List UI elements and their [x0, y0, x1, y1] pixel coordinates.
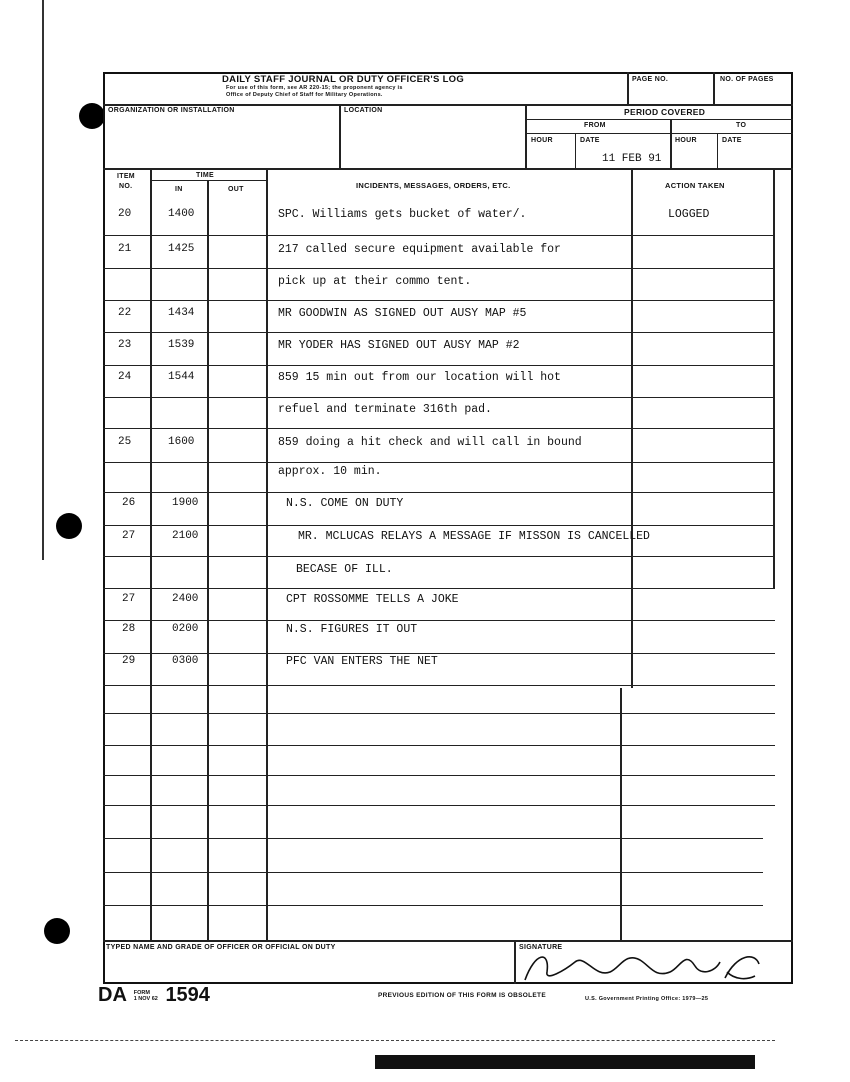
col-time-label: TIME	[196, 172, 214, 179]
row-rule	[103, 268, 775, 269]
row-rule	[103, 805, 775, 806]
form-label: FORM	[133, 989, 150, 996]
row-rule	[103, 556, 775, 557]
item-number: 28	[122, 623, 136, 635]
log-row	[0, 275, 850, 295]
row-rule	[103, 492, 775, 493]
time-in: 1425	[168, 243, 195, 255]
binder-hole	[44, 918, 70, 944]
row-rule	[103, 365, 775, 366]
form-date: 1 NOV 62	[133, 995, 158, 1002]
incident-text: MR YODER HAS SIGNED OUT AUSY MAP #2	[278, 339, 520, 352]
from-hour-label: HOUR	[531, 137, 553, 144]
row-rule	[103, 905, 763, 906]
row-rule	[103, 838, 763, 839]
time-in: 1539	[168, 339, 195, 351]
log-row	[0, 436, 850, 456]
incident-text: CPT ROSSOMME TELLS A JOKE	[286, 593, 459, 606]
log-row	[0, 623, 850, 643]
incident-text: 859 15 min out from our location will hot	[278, 371, 561, 384]
log-row	[0, 465, 850, 485]
gpo-note: U.S. Government Printing Office: 1979—25	[585, 996, 709, 1002]
row-rule	[103, 872, 763, 873]
row-rule	[103, 653, 775, 654]
incident-text: approx. 10 min.	[278, 465, 382, 478]
col-out-label: OUT	[228, 186, 244, 193]
log-row	[0, 339, 850, 359]
incident-text: PFC VAN ENTERS THE NET	[286, 655, 438, 668]
log-row	[0, 243, 850, 263]
row-rule	[103, 462, 775, 463]
no-of-pages-label: NO. OF PAGES	[720, 76, 774, 83]
item-number: 27	[122, 530, 136, 542]
item-number: 25	[118, 436, 132, 448]
signature-label: SIGNATURE	[519, 944, 563, 951]
org-label: ORGANIZATION OR INSTALLATION	[108, 107, 235, 114]
row-rule	[103, 332, 775, 333]
row-rule	[103, 300, 775, 301]
log-row	[0, 371, 850, 391]
row-rule	[103, 685, 775, 686]
col-in-label: IN	[175, 186, 183, 193]
time-in: 1600	[168, 436, 195, 448]
log-row	[0, 593, 850, 613]
previous-edition-note: PREVIOUS EDITION OF THIS FORM IS OBSOLETE	[378, 992, 546, 999]
row-rule	[103, 428, 775, 429]
binder-hole	[79, 103, 105, 129]
item-number: 24	[118, 371, 132, 383]
time-in: 1900	[172, 497, 199, 509]
typed-name-label: TYPED NAME AND GRADE OF OFFICER OR OFFICIAL ON DUTY	[106, 944, 336, 951]
row-rule	[103, 775, 775, 776]
incident-text: pick up at their commo tent.	[278, 275, 472, 288]
item-number: 26	[122, 497, 136, 509]
item-number: 29	[122, 655, 136, 667]
incident-text: SPC. Williams gets bucket of water/.	[278, 208, 527, 221]
time-in: 1400	[168, 208, 195, 220]
page-no-label: PAGE NO.	[632, 76, 669, 83]
item-number: 20	[118, 208, 132, 220]
log-row	[0, 208, 850, 228]
to-hour-label: HOUR	[675, 137, 697, 144]
log-row	[0, 497, 850, 517]
row-rule	[103, 713, 775, 714]
incident-text: N.S. COME ON DUTY	[286, 497, 404, 510]
time-in: 0300	[172, 655, 199, 667]
row-rule	[103, 235, 775, 236]
incident-text: BECASE OF ILL.	[296, 563, 393, 576]
from-label: FROM	[584, 122, 606, 129]
form-number: 1594	[165, 984, 210, 1006]
time-in: 2100	[172, 530, 199, 542]
time-in: 0200	[172, 623, 199, 635]
item-number: 22	[118, 307, 132, 319]
to-label: TO	[736, 122, 747, 129]
time-in: 1544	[168, 371, 195, 383]
scan-dashed-edge	[15, 1040, 775, 1041]
incident-text: MR. MCLUCAS RELAYS A MESSAGE IF MISSON IS CANCELLED	[298, 530, 650, 543]
time-in: 2400	[172, 593, 199, 605]
row-rule	[103, 588, 775, 589]
row-rule	[103, 620, 775, 621]
col-item-label: ITEM	[117, 173, 135, 180]
log-row	[0, 307, 850, 327]
incident-text: refuel and terminate 316th pad.	[278, 403, 492, 416]
col-action-label: ACTION TAKEN	[665, 181, 725, 190]
log-row	[0, 563, 850, 583]
log-row	[0, 403, 850, 423]
form-subtitle: Office of Deputy Chief of Staff for Military Operations.	[226, 92, 383, 98]
form-id	[98, 984, 210, 1007]
item-number: 23	[118, 339, 132, 351]
form-subtitle: For use of this form, see AR 220-15; the proponent agency is	[226, 85, 403, 91]
row-rule	[103, 397, 775, 398]
location-label: LOCATION	[344, 107, 383, 114]
log-row	[0, 655, 850, 675]
col-no-label: NO.	[119, 183, 133, 190]
incident-text: 859 doing a hit check and will call in bound	[278, 436, 582, 449]
incident-text: 217 called secure equipment available for	[278, 243, 561, 256]
incident-text: MR GOODWIN AS SIGNED OUT AUSY MAP #5	[278, 307, 527, 320]
form-id-prefix: DA	[98, 984, 127, 1006]
time-in: 1434	[168, 307, 195, 319]
log-row	[0, 530, 850, 550]
form-title: DAILY STAFF JOURNAL OR DUTY OFFICER'S LOG	[222, 74, 465, 85]
scan-bottom-bar	[375, 1055, 755, 1069]
to-date-label: DATE	[722, 137, 742, 144]
row-rule	[103, 745, 775, 746]
incident-text: N.S. FIGURES IT OUT	[286, 623, 418, 636]
from-date-value: 11 FEB 91	[602, 153, 662, 165]
item-number: 27	[122, 593, 136, 605]
item-number: 21	[118, 243, 132, 255]
period-covered-label: PERIOD COVERED	[624, 107, 706, 117]
col-incidents-label: INCIDENTS, MESSAGES, ORDERS, ETC.	[356, 181, 511, 190]
action-taken: LOGGED	[668, 208, 710, 221]
signature-scribble	[515, 942, 765, 986]
from-date-label: DATE	[580, 137, 600, 144]
row-rule	[103, 525, 775, 526]
